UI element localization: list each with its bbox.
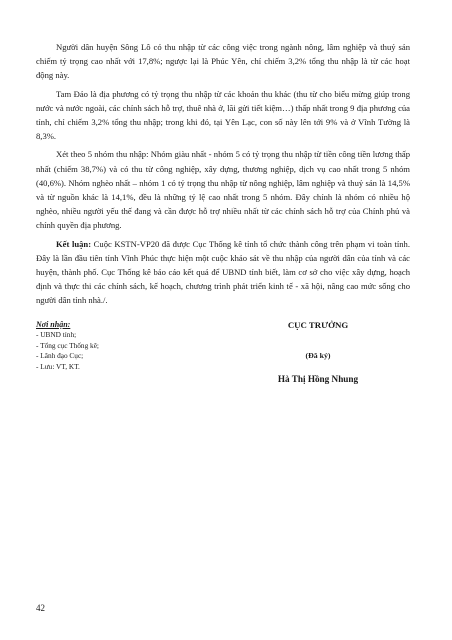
recipients-title: Nơi nhận:	[36, 319, 71, 329]
signer-name: Hà Thị Hồng Nhung	[277, 373, 359, 384]
paragraph-text: Xét theo 5 nhóm thu nhập: Nhóm giàu nhất - nhóm 5 có tỷ trọng thu nhập từ tiền công tiền lương thấp nhất (chiếm 38,7%) và có thu từ công nghiệp, xây dựng, thương nghiệp, dịch vụ cao nhất trong 5 nhóm (40,6%). Nhóm nghèo nhất – nhóm 1 có tỷ trọng thu nhập từ nông nghiệp, lâm nghiệp và thuỷ sản là 14,5% và từ nguồn khác là 14,1%, đều là những tỷ lệ cao nhất trong 5 nhóm. Đây chính là nhóm có nhiều hộ nghèo, nhiều người yếu thế đang và cần được hỗ trợ nhiều nhất từ các chính sách hỗ trợ của Chính phủ và chính quyền địa phương.	[36, 149, 410, 231]
signed-note: (Đã ký)	[305, 350, 331, 360]
paragraph-tam-dao	[36, 87, 410, 144]
page-number: 42	[36, 603, 45, 613]
recipient-item: - UBND tỉnh;	[36, 330, 77, 340]
paragraph-song-lo	[36, 40, 410, 83]
recipients-list	[36, 320, 226, 384]
paragraph-income-groups	[36, 147, 410, 232]
recipient-item: - Lãnh đạo Cục;	[36, 351, 84, 361]
paragraph-text: Cuộc KSTN-VP20 đã được Cục Thống kê tỉnh tổ chức thành công trên phạm vi toàn tỉnh. Đây là lần đầu tiên tỉnh Vĩnh Phúc thực hiện một cuộc khảo sát về thu nhập của người dân của tỉnh và các huyện, thành phố. Cục Thống kê báo cáo kết quả để UBND tỉnh biết, làm cơ sở cho việc xây dựng, hoạch định và thực thi các chính sách, kế hoạch, chương trình phát triển kinh tế - xã hội, nâng cao mức sống cho người dân tỉnh nhà./.	[36, 238, 410, 306]
document-page	[36, 40, 410, 384]
signer-title: CỤC TRƯỞNG	[287, 319, 349, 330]
signature-block	[226, 320, 410, 384]
paragraph-conclusion	[36, 237, 410, 308]
recipient-item: - Lưu: VT, KT.	[36, 362, 80, 372]
conclusion-label: Kết luận:	[56, 238, 92, 249]
document-footer	[36, 320, 410, 384]
paragraph-text: Tam Đảo là địa phương có tỷ trọng thu nhập từ các khoản thu khác (thu từ cho biếu mừng giúp trong nước và nước ngoài, các chính sách hỗ trợ, thuê nhà ở, lãi gửi tiết kiệm…) thấp nhất trong 9 địa phương của tỉnh, chỉ chiếm 3,2% tổng thu nhập; trong khi đó, tại Yên Lạc, con số này lên tới 9% và ở Vĩnh Tường là 8,3%.	[36, 88, 410, 142]
paragraph-text: Người dân huyện Sông Lô có thu nhập từ các công việc trong ngành nông, lâm nghiệp và thuỷ sản chiếm tỷ trọng cao nhất với 17,8%; ngược lại là Phúc Yên, chỉ chiếm 3,2% tổng thu nhập là từ các hoạt động này.	[36, 42, 410, 81]
recipient-item: - Tổng cục Thống kê;	[36, 340, 99, 350]
